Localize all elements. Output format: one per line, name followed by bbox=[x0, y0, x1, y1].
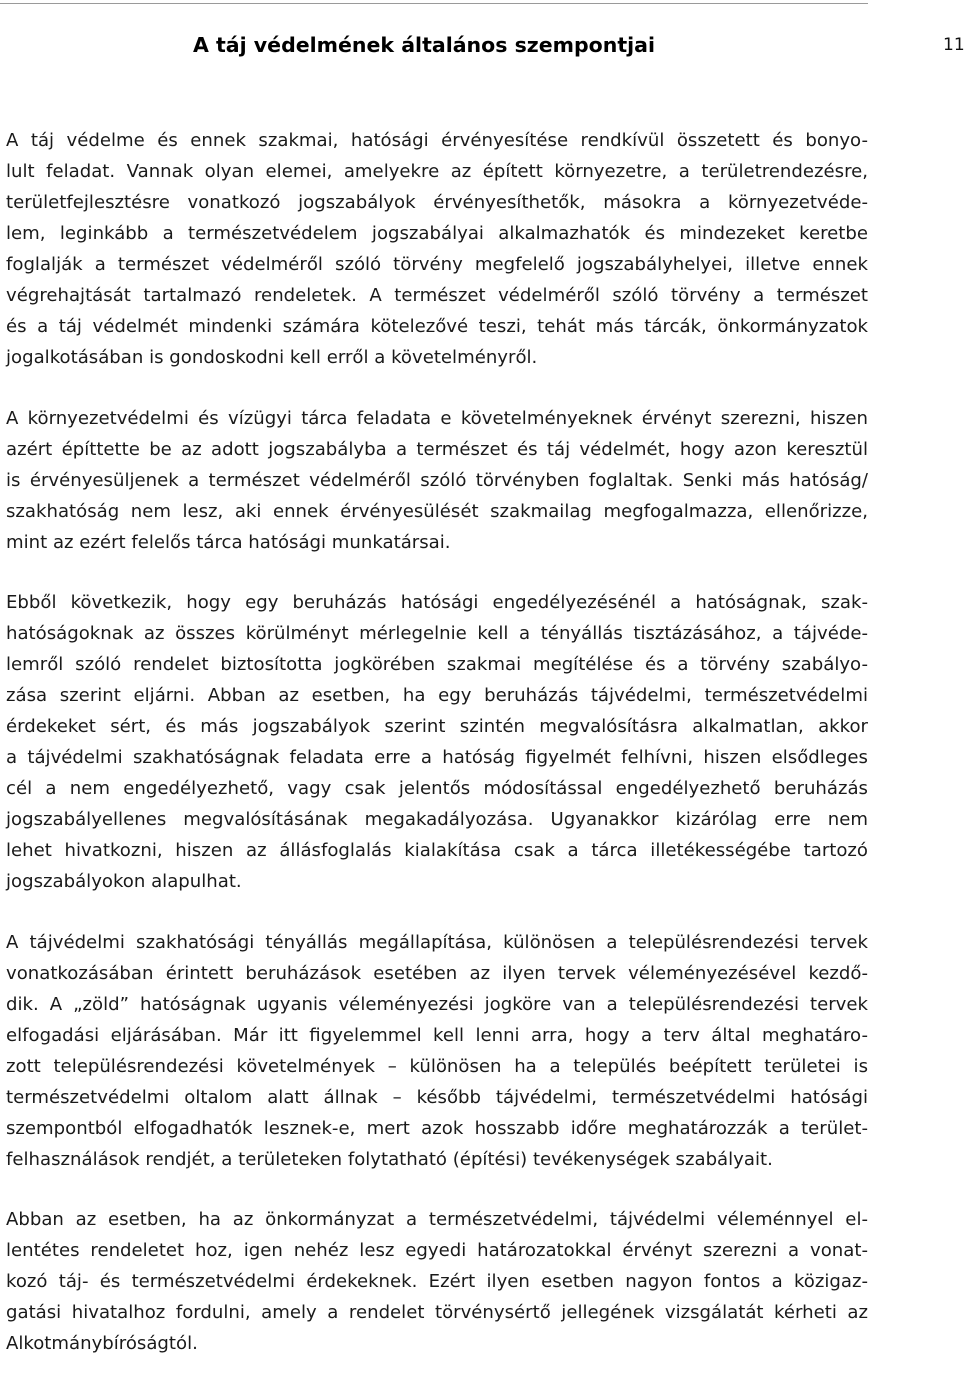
paragraph bbox=[6, 927, 868, 1175]
paragraph-line: is érvényesüljenek a természet védelméről szóló törvényben foglaltak. Senki más hatóság/ bbox=[6, 469, 868, 491]
paragraph-line: lult feladat. Vannak olyan elemei, amelyekre az épített környezetre, a területrendezésre, bbox=[6, 161, 868, 182]
paragraph-line: A táj védelme és ennek szakmai, hatósági érvényesítése rendkívül összetett és bonyo- bbox=[6, 130, 868, 151]
paragraph-line: területfejlesztésre vonatkozó jogszabályok érvényesíthetők, másokra a környezetvéde- bbox=[6, 192, 868, 213]
paragraph bbox=[6, 1204, 868, 1359]
paragraph-line: gatási hivatalhoz fordulni, amely a rendelet törvénysértő jellegének vizsgálatát kérheti az bbox=[6, 1302, 868, 1323]
paragraph-line: jogszabályellenes megvalósításának megakadályozása. Ugyanakkor kizárólag erre nem bbox=[6, 809, 868, 830]
paragraph-line: zott településrendezési követelmények – különösen ha a település beépített területei is bbox=[6, 1055, 868, 1077]
paragraph-line: lem, leginkább a természetvédelem jogszabályai alkalmazhatók és mindezeket keretbe bbox=[6, 223, 868, 244]
paragraph-line: végrehajtását tartalmazó rendeletek. A természet védelméről szóló törvény a természet bbox=[6, 285, 868, 306]
paragraph-line: Ebből következik, hogy egy beruházás hatósági engedélyezésénél a hatóságnak, szak- bbox=[6, 592, 868, 613]
paragraph bbox=[6, 125, 868, 373]
paragraph-line: lemről szóló rendelet biztosította jogkörében szakmai megítélése és a törvény szabályo- bbox=[6, 654, 868, 675]
paragraph-line: cél a nem engedélyezhető, vagy csak jelentős módosítással engedélyezhető beruházás bbox=[6, 778, 868, 799]
paragraph bbox=[6, 587, 868, 897]
header-rule bbox=[0, 3, 868, 4]
paragraph-line: felhasználások rendjét, a területeken folytatható (építési) tevékenységek szabályait. bbox=[6, 1148, 773, 1170]
paragraph-line: lentétes rendeletet hoz, igen nehéz lesz egyedi határozatokkal érvényt szerezni a vonat- bbox=[6, 1240, 868, 1261]
body-text bbox=[6, 125, 868, 1389]
paragraph bbox=[6, 403, 868, 558]
paragraph-line: jogalkotásában is gondoskodni kell erről a követelményről. bbox=[6, 347, 538, 368]
paragraph-line: kozó táj- és természetvédelmi érdekeknek. Ezért ilyen esetben nagyon fontos a közigaz- bbox=[6, 1271, 868, 1292]
paragraph-line: szempontból elfogadhatók lesznek-e, mert azok hosszabb időre meghatározzák a terület- bbox=[6, 1117, 868, 1139]
running-header-title: A táj védelmének általános szempontjai bbox=[193, 33, 656, 57]
paragraph-line: A környezetvédelmi és vízügyi tárca feladata e követelményeknek érvényt szerezni, hiszen bbox=[6, 407, 868, 429]
paragraph-line: szakhatóság nem lesz, aki ennek érvényesülését szakmailag megfogalmazza, ellenőrizze, bbox=[6, 500, 868, 522]
paragraph-line: foglalják a természet védelméről szóló törvény megfelelő jogszabályhelyei, illetve ennek bbox=[6, 254, 868, 275]
paragraph-line: jogszabályokon alapulhat. bbox=[6, 871, 242, 892]
paragraph-line: Alkotmánybíróságtól. bbox=[6, 1333, 198, 1354]
paragraph-line: természetvédelmi oltalom alatt állnak – később tájvédelmi, természetvédelmi hatósági bbox=[6, 1086, 868, 1108]
paragraph-line: vonatkozásában érintett beruházások esetében az ilyen tervek véleményezésével kezdő- bbox=[6, 962, 868, 984]
paragraph-line: Abban az esetben, ha az önkormányzat a természetvédelmi, tájvédelmi véleménnyel el- bbox=[6, 1209, 868, 1230]
paragraph-line: a tájvédelmi szakhatóságnak feladata erre a hatóság figyelmét felhívni, hiszen elsődleges bbox=[6, 747, 868, 768]
paragraph-line: azért építtette be az adott jogszabályba a természet és táj védelmét, hogy azon keresztül bbox=[6, 438, 868, 460]
paragraph-line: zása szerint eljárni. Abban az esetben, ha egy beruházás tájvédelmi, természetvédelmi bbox=[6, 685, 868, 706]
paragraph-line: érdekeket sért, és más jogszabályok szerint szintén megvalósításra alkalmatlan, akkor bbox=[6, 716, 868, 737]
paragraph-line: mint az ezért felelős tárca hatósági munkatársai. bbox=[6, 531, 451, 553]
paragraph-line: A tájvédelmi szakhatósági tényállás megállapítása, különösen a településrendezési tervek bbox=[6, 931, 868, 953]
paragraph-line: hatóságoknak az összes körülményt mérlegelnie kell a tényállás tisztázásához, a tájvéde- bbox=[6, 623, 868, 644]
paragraph-line: dik. A „zöld” hatóságnak ugyanis véleményezési jogköre van a településrendezési tervek bbox=[6, 993, 868, 1015]
page-number: 11 bbox=[943, 35, 965, 55]
paragraph-line: elfogadási eljárásában. Már itt figyelemmel kell lenni arra, hogy a terv által meghatáro- bbox=[6, 1024, 868, 1046]
paragraph-line: lehet hivatkozni, hiszen az állásfoglalás kialakítása csak a tárca illetékességébe tartozó bbox=[6, 840, 868, 861]
paragraph-line: és a táj védelmét mindenki számára kötelezővé teszi, tehát más tárcák, önkormányzatok bbox=[6, 316, 868, 337]
